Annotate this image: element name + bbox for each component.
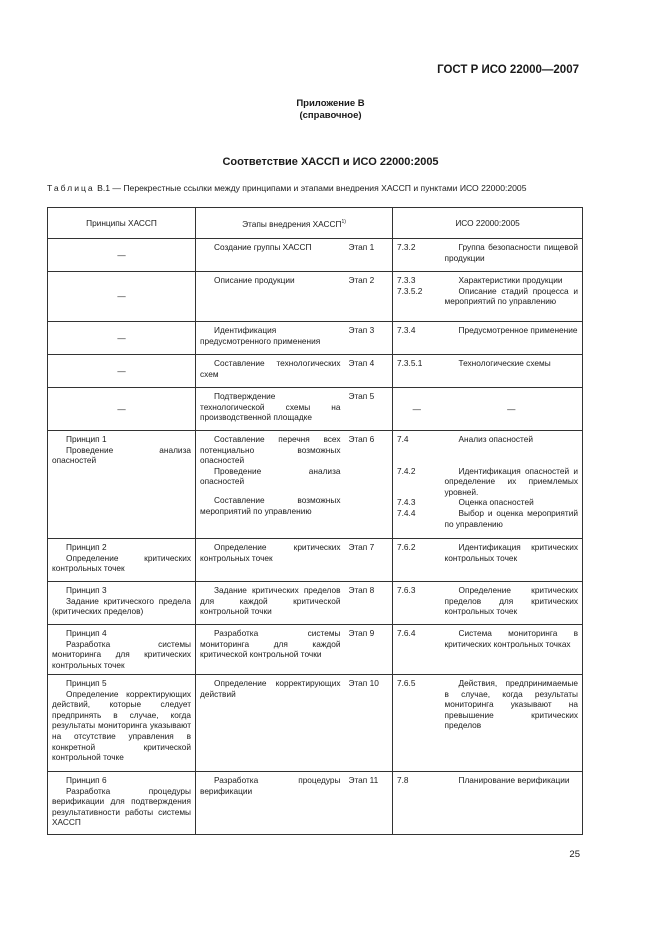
stage-desc-cell: Идентификация предусмотренного применения bbox=[196, 322, 345, 355]
stage-text-a: Составление перечня всех потенциально возможных опасностей bbox=[200, 434, 341, 466]
principle-cell: — bbox=[48, 239, 196, 272]
principle-number: Принцип 1 bbox=[66, 434, 107, 444]
table-row bbox=[48, 388, 583, 431]
table-caption-text: В.1 — Перекрестные ссылки между принципами и этапами внедрения ХАССП и пунктами ИСО 22000:2005 bbox=[97, 183, 527, 193]
iso-text-c2: Выбор и оценка мероприятий по управлению bbox=[444, 507, 578, 529]
stage-desc-cell: Разработка системы мониторинга для каждой критической контрольной точки bbox=[196, 625, 345, 675]
principle-number: Принцип 2 bbox=[66, 542, 107, 552]
table-row bbox=[48, 272, 583, 322]
stage-desc-cell: Описание продукции bbox=[196, 272, 345, 322]
table-row bbox=[48, 772, 583, 835]
principle-number: Принцип 3 bbox=[66, 585, 107, 595]
stage-desc-cell: Разработка процедуры верификации bbox=[196, 772, 345, 835]
principle-number: Принцип 5 bbox=[66, 678, 107, 688]
stage-desc-cell: Определение критических контрольных точек bbox=[196, 539, 345, 582]
clause-cell bbox=[393, 431, 441, 539]
principle-cell: — bbox=[48, 322, 196, 355]
principle-cell bbox=[48, 772, 196, 835]
table-row bbox=[48, 239, 583, 272]
principle-text: Разработка системы мониторинга для критических контрольных точек bbox=[52, 638, 191, 670]
stage-num-cell: Этап 11 bbox=[345, 772, 393, 835]
table-row bbox=[48, 355, 583, 388]
iso-text-line: Характеристики продукции bbox=[458, 275, 563, 285]
correspondence-table bbox=[47, 207, 583, 835]
table-label: Таблица bbox=[47, 183, 95, 193]
clause-cell: 7.3.5.1 bbox=[393, 355, 441, 388]
stage-num-cell: Этап 2 bbox=[345, 272, 393, 322]
principle-cell: — bbox=[48, 272, 196, 322]
clause-cell: 7.6.4 bbox=[393, 625, 441, 675]
section-title: Соответствие ХАССП и ИСО 22000:2005 bbox=[222, 156, 439, 168]
stage-desc-cell: Подтверждение технологической схемы на производственной площадке bbox=[196, 388, 345, 431]
iso-text-cell bbox=[441, 431, 583, 539]
clause-b: 7.4.2 bbox=[397, 465, 416, 476]
stage-num-cell: Этап 4 bbox=[345, 355, 393, 388]
iso-text-c1: Оценка опасностей bbox=[458, 497, 534, 508]
page-number: 25 bbox=[569, 849, 580, 860]
col-header-iso: ИСО 22000:2005 bbox=[393, 208, 583, 239]
table-row bbox=[48, 322, 583, 355]
iso-text-cell: Идентификация критических контрольных точек bbox=[441, 539, 583, 582]
principle-text: Определение корректирующих действий, которые следует предпринять в случае, когда результаты мониторинга указывают на отсутствие управления в конкретной критической контрольной точке bbox=[52, 688, 191, 763]
annex-type: (справочное) bbox=[299, 110, 362, 121]
clause-cell: 7.6.2 bbox=[393, 539, 441, 582]
principle-cell bbox=[48, 539, 196, 582]
principle-cell bbox=[48, 625, 196, 675]
principle-number: Принцип 6 bbox=[66, 775, 107, 785]
iso-text-cell: Определение критических пределов для критических контрольных точек bbox=[441, 582, 583, 625]
iso-text-cell: Предусмотренное применение bbox=[441, 322, 583, 355]
clause-cell: 7.3.2 bbox=[393, 239, 441, 272]
principle-text: Разработка процедуры верификации для подтверждения результативности работы системы ХАССП bbox=[52, 785, 191, 828]
document-header: ГОСТ Р ИСО 22000—2007 bbox=[437, 64, 579, 76]
iso-text-a: Анализ опасностей bbox=[458, 434, 533, 444]
stage-desc-cell: Определение корректирующих действий bbox=[196, 675, 345, 772]
principle-cell bbox=[48, 675, 196, 772]
annex-heading bbox=[0, 98, 661, 122]
iso-text-cell: Планирование верификации bbox=[441, 772, 583, 835]
clause-cell: 7.3.4 bbox=[393, 322, 441, 355]
iso-text-cell: Технологические схемы bbox=[441, 355, 583, 388]
table-row bbox=[48, 539, 583, 582]
stage-num-cell: Этап 9 bbox=[345, 625, 393, 675]
stage-text-b: Проведение анализа опасностей bbox=[200, 465, 341, 487]
iso-text-cell: Группа безопасности пищевой продукции bbox=[441, 239, 583, 272]
clause-cell: — bbox=[393, 388, 441, 431]
principle-cell bbox=[48, 582, 196, 625]
clause-cell: 7.3.3 7.3.5.2 bbox=[393, 272, 441, 322]
iso-text-line: Описание стадий процесса и мероприятий по управлению bbox=[444, 285, 578, 307]
clause-cell: 7.6.5 bbox=[393, 675, 441, 772]
stage-num-cell: Этап 10 bbox=[345, 675, 393, 772]
stage-num-cell: Этап 8 bbox=[345, 582, 393, 625]
stage-num-cell: Этап 7 bbox=[345, 539, 393, 582]
principle-cell bbox=[48, 431, 196, 539]
stage-desc-cell bbox=[196, 431, 345, 539]
table-caption bbox=[47, 183, 587, 194]
table-row bbox=[48, 582, 583, 625]
table-header-row bbox=[48, 208, 583, 239]
clause-c: 7.4.3 7.4.4 bbox=[397, 497, 416, 518]
table-row bbox=[48, 431, 583, 539]
principle-cell: — bbox=[48, 388, 196, 431]
clause-cell: 7.6.3 bbox=[393, 582, 441, 625]
iso-text-cell: — bbox=[441, 388, 583, 431]
col-header-stages-text: Этапы внедрения ХАССП bbox=[242, 218, 342, 229]
annex-title: Приложение В bbox=[296, 98, 365, 109]
principle-cell: — bbox=[48, 355, 196, 388]
stage-num-cell: Этап 1 bbox=[345, 239, 393, 272]
stage-num-cell: Этап 3 bbox=[345, 322, 393, 355]
table-row bbox=[48, 675, 583, 772]
principle-text: Проведение анализа опасностей bbox=[52, 444, 191, 466]
clause-a: 7.4 bbox=[397, 434, 409, 444]
stage-text-c: Составление возможных мероприятий по управлению bbox=[200, 494, 341, 516]
stage-desc-cell: Задание критических пределов для каждой критической контрольной точки bbox=[196, 582, 345, 625]
stage-desc-cell: Составление технологических схем bbox=[196, 355, 345, 388]
iso-text-cell bbox=[441, 272, 583, 322]
col-header-stages bbox=[196, 208, 393, 239]
col-header-principles: Принципы ХАССП bbox=[48, 208, 196, 239]
footnote-marker: 1) bbox=[341, 218, 346, 225]
iso-text-cell: Действия, предпринимаемые в случае, когда результаты мониторинга указывают на превышение критических пределов bbox=[441, 675, 583, 772]
table-row bbox=[48, 625, 583, 675]
iso-text-cell: Система мониторинга в критических контрольных точках bbox=[441, 625, 583, 675]
stage-num-cell: Этап 6 bbox=[345, 431, 393, 539]
principle-text: Задание критического предела (критических пределов) bbox=[52, 595, 191, 617]
iso-text-b: Идентификация опасностей и определение их приемлемых уровней. bbox=[444, 465, 578, 497]
stage-desc-cell: Создание группы ХАССП bbox=[196, 239, 345, 272]
principle-number: Принцип 4 bbox=[66, 628, 107, 638]
principle-text: Определение критических контрольных точек bbox=[52, 552, 191, 574]
clause-cell: 7.8 bbox=[393, 772, 441, 835]
stage-num-cell: Этап 5 bbox=[345, 388, 393, 431]
